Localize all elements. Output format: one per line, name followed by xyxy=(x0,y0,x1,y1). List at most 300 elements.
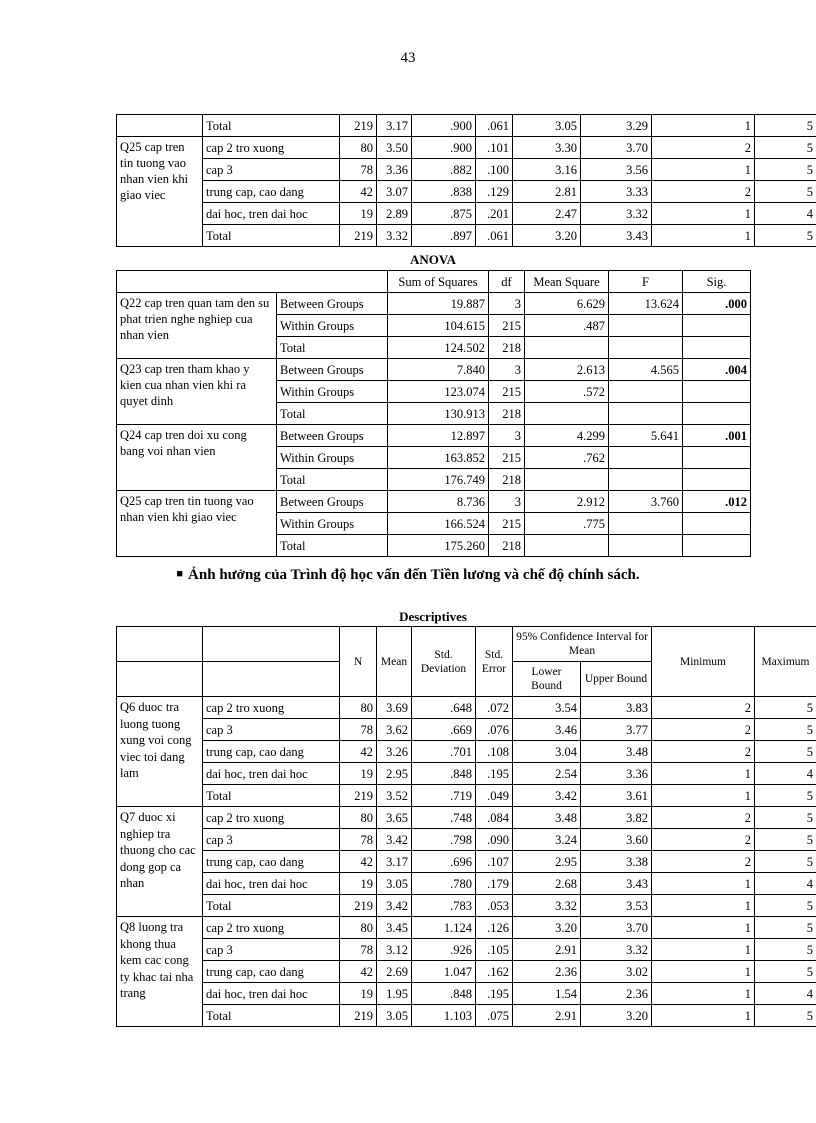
value-sd: .882 xyxy=(412,159,476,181)
table-header-row xyxy=(117,271,751,293)
value-max: 5 xyxy=(755,137,816,159)
table-row xyxy=(117,763,816,785)
value-df: 3 xyxy=(489,293,525,315)
value-min: 1 xyxy=(652,895,755,917)
table-row xyxy=(117,159,816,181)
value-min: 1 xyxy=(652,983,755,1005)
value-lo: 3.20 xyxy=(513,225,581,247)
value-max: 5 xyxy=(755,829,816,851)
table-row xyxy=(117,359,751,381)
blank-cell xyxy=(683,315,751,337)
value-lo: 2.95 xyxy=(513,851,581,873)
value-se: .195 xyxy=(476,983,513,1005)
value-max: 5 xyxy=(755,181,816,203)
value-lo: 3.20 xyxy=(513,917,581,939)
value-max: 4 xyxy=(755,873,816,895)
value-df: 218 xyxy=(489,535,525,557)
value-max: 5 xyxy=(755,697,816,719)
value-sd: .696 xyxy=(412,851,476,873)
source-label: Total xyxy=(277,403,388,425)
source-label: Between Groups xyxy=(277,359,388,381)
table-row xyxy=(117,983,816,1005)
value-mean: 3.42 xyxy=(377,895,412,917)
value-hi: 3.53 xyxy=(581,895,652,917)
value-min: 1 xyxy=(652,115,755,137)
group-label: cap 3 xyxy=(203,939,340,961)
value-mean: 3.62 xyxy=(377,719,412,741)
value-ss: 175.260 xyxy=(388,535,489,557)
table-row xyxy=(117,917,816,939)
blank-cell xyxy=(117,662,203,697)
value-min: 2 xyxy=(652,807,755,829)
value-min: 2 xyxy=(652,851,755,873)
value-ms: .762 xyxy=(525,447,609,469)
value-sd: .848 xyxy=(412,983,476,1005)
table-row xyxy=(117,137,816,159)
value-n: 42 xyxy=(340,851,377,873)
group-label: trung cap, cao dang xyxy=(203,961,340,983)
value-ss: 104.615 xyxy=(388,315,489,337)
value-mean: 3.05 xyxy=(377,1005,412,1027)
group-label: Total xyxy=(203,115,340,137)
group-label: trung cap, cao dang xyxy=(203,851,340,873)
table-row xyxy=(117,741,816,763)
value-ms: 2.613 xyxy=(525,359,609,381)
blank-cell xyxy=(609,315,683,337)
value-max: 5 xyxy=(755,225,816,247)
blank-cell xyxy=(683,447,751,469)
value-lo: 3.46 xyxy=(513,719,581,741)
value-se: .049 xyxy=(476,785,513,807)
value-sd: .783 xyxy=(412,895,476,917)
blank-cell xyxy=(117,627,203,662)
value-max: 5 xyxy=(755,741,816,763)
descriptives-title: Descriptives xyxy=(399,609,467,624)
header-maximum: Maximum xyxy=(755,627,816,697)
value-max: 5 xyxy=(755,939,816,961)
value-max: 5 xyxy=(755,719,816,741)
value-max: 5 xyxy=(755,961,816,983)
value-n: 42 xyxy=(340,961,377,983)
source-label: Within Groups xyxy=(277,513,388,535)
group-label: cap 3 xyxy=(203,159,340,181)
value-n: 219 xyxy=(340,785,377,807)
value-mean: 3.17 xyxy=(377,115,412,137)
value-lo: 2.68 xyxy=(513,873,581,895)
question-label: Q25 cap tren tin tuong vao nhan vien khi giao viec xyxy=(117,137,203,247)
value-ms: 6.629 xyxy=(525,293,609,315)
value-se: .162 xyxy=(476,961,513,983)
value-lo: 3.48 xyxy=(513,807,581,829)
value-sd: .648 xyxy=(412,697,476,719)
table-row xyxy=(117,425,751,447)
group-label: cap 3 xyxy=(203,829,340,851)
value-hi: 3.29 xyxy=(581,115,652,137)
header-lower-bound: Lower Bound xyxy=(513,662,581,697)
value-mean: 3.50 xyxy=(377,137,412,159)
header-std-error: Std. Error xyxy=(476,627,513,697)
blank-cell xyxy=(609,469,683,491)
value-se: .126 xyxy=(476,917,513,939)
table-row xyxy=(117,829,816,851)
group-label: trung cap, cao dang xyxy=(203,741,340,763)
value-df: 3 xyxy=(489,359,525,381)
value-min: 1 xyxy=(652,961,755,983)
question-label: Q6 duoc tra luong tuong xung voi cong viec toi dang lam xyxy=(117,697,203,807)
value-lo: 2.54 xyxy=(513,763,581,785)
value-lo: 2.91 xyxy=(513,939,581,961)
value-ss: 7.840 xyxy=(388,359,489,381)
value-se: .084 xyxy=(476,807,513,829)
blank-cell xyxy=(525,403,609,425)
value-n: 219 xyxy=(340,115,377,137)
group-label: dai hoc, tren dai hoc xyxy=(203,763,340,785)
value-ss: 130.913 xyxy=(388,403,489,425)
value-f: 5.641 xyxy=(609,425,683,447)
group-label: cap 2 tro xuong xyxy=(203,917,340,939)
question-label: Q23 cap tren tham khao y kien cua nhan vien khi ra quyet dinh xyxy=(117,359,277,425)
value-hi: 3.83 xyxy=(581,697,652,719)
value-hi: 3.70 xyxy=(581,137,652,159)
table-row xyxy=(117,961,816,983)
table-row xyxy=(117,1005,816,1027)
value-min: 2 xyxy=(652,137,755,159)
table-header-row xyxy=(117,627,816,662)
value-hi: 3.32 xyxy=(581,939,652,961)
value-lo: 2.36 xyxy=(513,961,581,983)
anova-table xyxy=(116,270,751,557)
value-lo: 3.42 xyxy=(513,785,581,807)
value-mean: 3.26 xyxy=(377,741,412,763)
blank-cell xyxy=(609,337,683,359)
value-sd: 1.047 xyxy=(412,961,476,983)
blank-cell xyxy=(683,469,751,491)
value-lo: 3.04 xyxy=(513,741,581,763)
header-mean-square: Mean Square xyxy=(525,271,609,293)
value-se: .105 xyxy=(476,939,513,961)
value-min: 1 xyxy=(652,225,755,247)
question-label: Q8 luong tra khong thua kem cac cong ty khac tai nha trang xyxy=(117,917,203,1027)
descriptives-continuation-table xyxy=(116,114,816,247)
value-sd: .748 xyxy=(412,807,476,829)
value-sig: .000 xyxy=(683,293,751,315)
blank-cell xyxy=(609,535,683,557)
group-label: cap 3 xyxy=(203,719,340,741)
value-ss: 176.749 xyxy=(388,469,489,491)
descriptives-table xyxy=(116,626,816,1027)
value-mean: 2.69 xyxy=(377,961,412,983)
value-ms: 4.299 xyxy=(525,425,609,447)
header-n: N xyxy=(340,627,377,697)
value-mean: 1.95 xyxy=(377,983,412,1005)
group-label: cap 2 tro xuong xyxy=(203,137,340,159)
value-se: .053 xyxy=(476,895,513,917)
table-row xyxy=(117,225,816,247)
source-label: Total xyxy=(277,469,388,491)
value-sd: .848 xyxy=(412,763,476,785)
value-se: .201 xyxy=(476,203,513,225)
value-min: 2 xyxy=(652,181,755,203)
blank-cell xyxy=(609,381,683,403)
value-hi: 3.33 xyxy=(581,181,652,203)
value-n: 19 xyxy=(340,763,377,785)
value-min: 1 xyxy=(652,203,755,225)
value-lo: 3.24 xyxy=(513,829,581,851)
value-sd: .897 xyxy=(412,225,476,247)
blank-cell xyxy=(525,337,609,359)
value-ss: 166.524 xyxy=(388,513,489,535)
value-min: 1 xyxy=(652,873,755,895)
value-hi: 3.61 xyxy=(581,785,652,807)
value-hi: 3.48 xyxy=(581,741,652,763)
value-n: 219 xyxy=(340,1005,377,1027)
value-f: 4.565 xyxy=(609,359,683,381)
value-ms: .487 xyxy=(525,315,609,337)
value-hi: 3.43 xyxy=(581,225,652,247)
blank-cell xyxy=(683,337,751,359)
value-sd: .780 xyxy=(412,873,476,895)
blank-cell xyxy=(609,403,683,425)
value-df: 215 xyxy=(489,315,525,337)
header-df: df xyxy=(489,271,525,293)
value-mean: 3.69 xyxy=(377,697,412,719)
value-lo: 3.30 xyxy=(513,137,581,159)
value-ss: 19.887 xyxy=(388,293,489,315)
value-sd: .900 xyxy=(412,115,476,137)
source-label: Within Groups xyxy=(277,315,388,337)
group-label: Total xyxy=(203,225,340,247)
value-mean: 3.17 xyxy=(377,851,412,873)
value-sd: 1.124 xyxy=(412,917,476,939)
group-label: trung cap, cao dang xyxy=(203,181,340,203)
value-sd: .875 xyxy=(412,203,476,225)
value-n: 219 xyxy=(340,895,377,917)
value-se: .179 xyxy=(476,873,513,895)
value-se: .101 xyxy=(476,137,513,159)
value-se: .195 xyxy=(476,763,513,785)
value-hi: 3.02 xyxy=(581,961,652,983)
group-label: cap 2 tro xuong xyxy=(203,807,340,829)
table-row xyxy=(117,785,816,807)
value-n: 78 xyxy=(340,829,377,851)
value-ms: .572 xyxy=(525,381,609,403)
value-hi: 2.36 xyxy=(581,983,652,1005)
value-n: 19 xyxy=(340,983,377,1005)
value-min: 2 xyxy=(652,829,755,851)
value-sd: .669 xyxy=(412,719,476,741)
value-lo: 2.47 xyxy=(513,203,581,225)
value-ss: 124.502 xyxy=(388,337,489,359)
blank-cell xyxy=(609,513,683,535)
table-row xyxy=(117,203,816,225)
table-row xyxy=(117,491,751,513)
value-lo: 3.16 xyxy=(513,159,581,181)
value-sd: .926 xyxy=(412,939,476,961)
value-se: .090 xyxy=(476,829,513,851)
value-lo: 3.32 xyxy=(513,895,581,917)
table-row xyxy=(117,895,816,917)
blank-cell xyxy=(683,381,751,403)
section-heading xyxy=(0,567,816,584)
value-df: 218 xyxy=(489,337,525,359)
value-n: 42 xyxy=(340,181,377,203)
value-min: 2 xyxy=(652,697,755,719)
header-sig: Sig. xyxy=(683,271,751,293)
value-sd: .798 xyxy=(412,829,476,851)
blank-cell xyxy=(117,271,388,293)
value-hi: 3.77 xyxy=(581,719,652,741)
source-label: Between Groups xyxy=(277,293,388,315)
header-std-deviation: Std. Deviation xyxy=(412,627,476,697)
value-max: 5 xyxy=(755,807,816,829)
value-ss: 12.897 xyxy=(388,425,489,447)
value-sd: .701 xyxy=(412,741,476,763)
value-f: 3.760 xyxy=(609,491,683,513)
table-row xyxy=(117,939,816,961)
value-se: .107 xyxy=(476,851,513,873)
value-n: 219 xyxy=(340,225,377,247)
value-min: 1 xyxy=(652,785,755,807)
table-row xyxy=(117,115,816,137)
blank-cell xyxy=(117,115,203,137)
table-row xyxy=(117,181,816,203)
source-label: Between Groups xyxy=(277,425,388,447)
group-label: Total xyxy=(203,785,340,807)
header-mean: Mean xyxy=(377,627,412,697)
value-sig: .001 xyxy=(683,425,751,447)
value-df: 218 xyxy=(489,469,525,491)
header-confidence-interval: 95% Confidence Interval for Mean xyxy=(513,627,652,662)
value-max: 5 xyxy=(755,785,816,807)
value-ss: 8.736 xyxy=(388,491,489,513)
value-hi: 3.36 xyxy=(581,763,652,785)
value-mean: 2.89 xyxy=(377,203,412,225)
value-sd: .719 xyxy=(412,785,476,807)
blank-cell xyxy=(683,513,751,535)
group-label: Total xyxy=(203,895,340,917)
table-row xyxy=(117,807,816,829)
value-max: 4 xyxy=(755,763,816,785)
value-hi: 3.20 xyxy=(581,1005,652,1027)
value-ms: .775 xyxy=(525,513,609,535)
value-lo: 1.54 xyxy=(513,983,581,1005)
group-label: Total xyxy=(203,1005,340,1027)
page-number: 43 xyxy=(400,50,416,66)
value-max: 5 xyxy=(755,159,816,181)
value-se: .061 xyxy=(476,115,513,137)
table-row xyxy=(117,719,816,741)
section-heading-text: Ảnh hưởng của Trình độ học vấn đến Tiền lương và chế độ chính sách. xyxy=(188,567,640,583)
value-sd: .900 xyxy=(412,137,476,159)
value-f: 13.624 xyxy=(609,293,683,315)
value-ms: 2.912 xyxy=(525,491,609,513)
question-label: Q22 cap tren quan tam den su phat trien nghe nghiep cua nhan vien xyxy=(117,293,277,359)
group-label: dai hoc, tren dai hoc xyxy=(203,983,340,1005)
value-min: 1 xyxy=(652,159,755,181)
value-hi: 3.70 xyxy=(581,917,652,939)
value-n: 80 xyxy=(340,807,377,829)
value-mean: 3.32 xyxy=(377,225,412,247)
header-f: F xyxy=(609,271,683,293)
header-upper-bound: Upper Bound xyxy=(581,662,652,697)
value-mean: 3.12 xyxy=(377,939,412,961)
value-max: 4 xyxy=(755,983,816,1005)
value-max: 5 xyxy=(755,851,816,873)
blank-cell xyxy=(683,403,751,425)
source-label: Within Groups xyxy=(277,447,388,469)
value-se: .075 xyxy=(476,1005,513,1027)
value-n: 42 xyxy=(340,741,377,763)
group-label: dai hoc, tren dai hoc xyxy=(203,203,340,225)
blank-cell xyxy=(609,447,683,469)
value-hi: 3.56 xyxy=(581,159,652,181)
group-label: cap 2 tro xuong xyxy=(203,697,340,719)
value-hi: 3.38 xyxy=(581,851,652,873)
value-lo: 3.54 xyxy=(513,697,581,719)
value-df: 215 xyxy=(489,381,525,403)
value-se: .108 xyxy=(476,741,513,763)
value-df: 3 xyxy=(489,425,525,447)
value-hi: 3.32 xyxy=(581,203,652,225)
blank-cell xyxy=(203,662,340,697)
value-df: 3 xyxy=(489,491,525,513)
value-ss: 163.852 xyxy=(388,447,489,469)
value-df: 215 xyxy=(489,513,525,535)
source-label: Within Groups xyxy=(277,381,388,403)
value-se: .076 xyxy=(476,719,513,741)
value-min: 2 xyxy=(652,719,755,741)
blank-cell xyxy=(683,535,751,557)
value-n: 80 xyxy=(340,917,377,939)
value-hi: 3.43 xyxy=(581,873,652,895)
header-minimum: Minimum xyxy=(652,627,755,697)
question-label: Q7 duoc xi nghiep tra thuong cho cac dong gop ca nhan xyxy=(117,807,203,917)
blank-cell xyxy=(525,469,609,491)
value-mean: 3.36 xyxy=(377,159,412,181)
value-n: 19 xyxy=(340,873,377,895)
table-row xyxy=(117,851,816,873)
anova-title: ANOVA xyxy=(410,252,456,267)
value-max: 5 xyxy=(755,917,816,939)
source-label: Between Groups xyxy=(277,491,388,513)
source-label: Total xyxy=(277,337,388,359)
value-min: 1 xyxy=(652,917,755,939)
source-label: Total xyxy=(277,535,388,557)
value-n: 19 xyxy=(340,203,377,225)
value-max: 4 xyxy=(755,203,816,225)
value-n: 78 xyxy=(340,159,377,181)
value-mean: 3.52 xyxy=(377,785,412,807)
group-label: dai hoc, tren dai hoc xyxy=(203,873,340,895)
value-sig: .004 xyxy=(683,359,751,381)
value-min: 2 xyxy=(652,741,755,763)
value-mean: 3.42 xyxy=(377,829,412,851)
value-df: 218 xyxy=(489,403,525,425)
value-max: 5 xyxy=(755,115,816,137)
value-ss: 123.074 xyxy=(388,381,489,403)
bullet-icon: ■ xyxy=(176,568,184,580)
value-se: .061 xyxy=(476,225,513,247)
value-n: 80 xyxy=(340,697,377,719)
value-n: 78 xyxy=(340,719,377,741)
value-df: 215 xyxy=(489,447,525,469)
table-row xyxy=(117,697,816,719)
value-min: 1 xyxy=(652,763,755,785)
blank-cell xyxy=(203,627,340,662)
value-max: 5 xyxy=(755,1005,816,1027)
value-lo: 3.05 xyxy=(513,115,581,137)
value-se: .129 xyxy=(476,181,513,203)
